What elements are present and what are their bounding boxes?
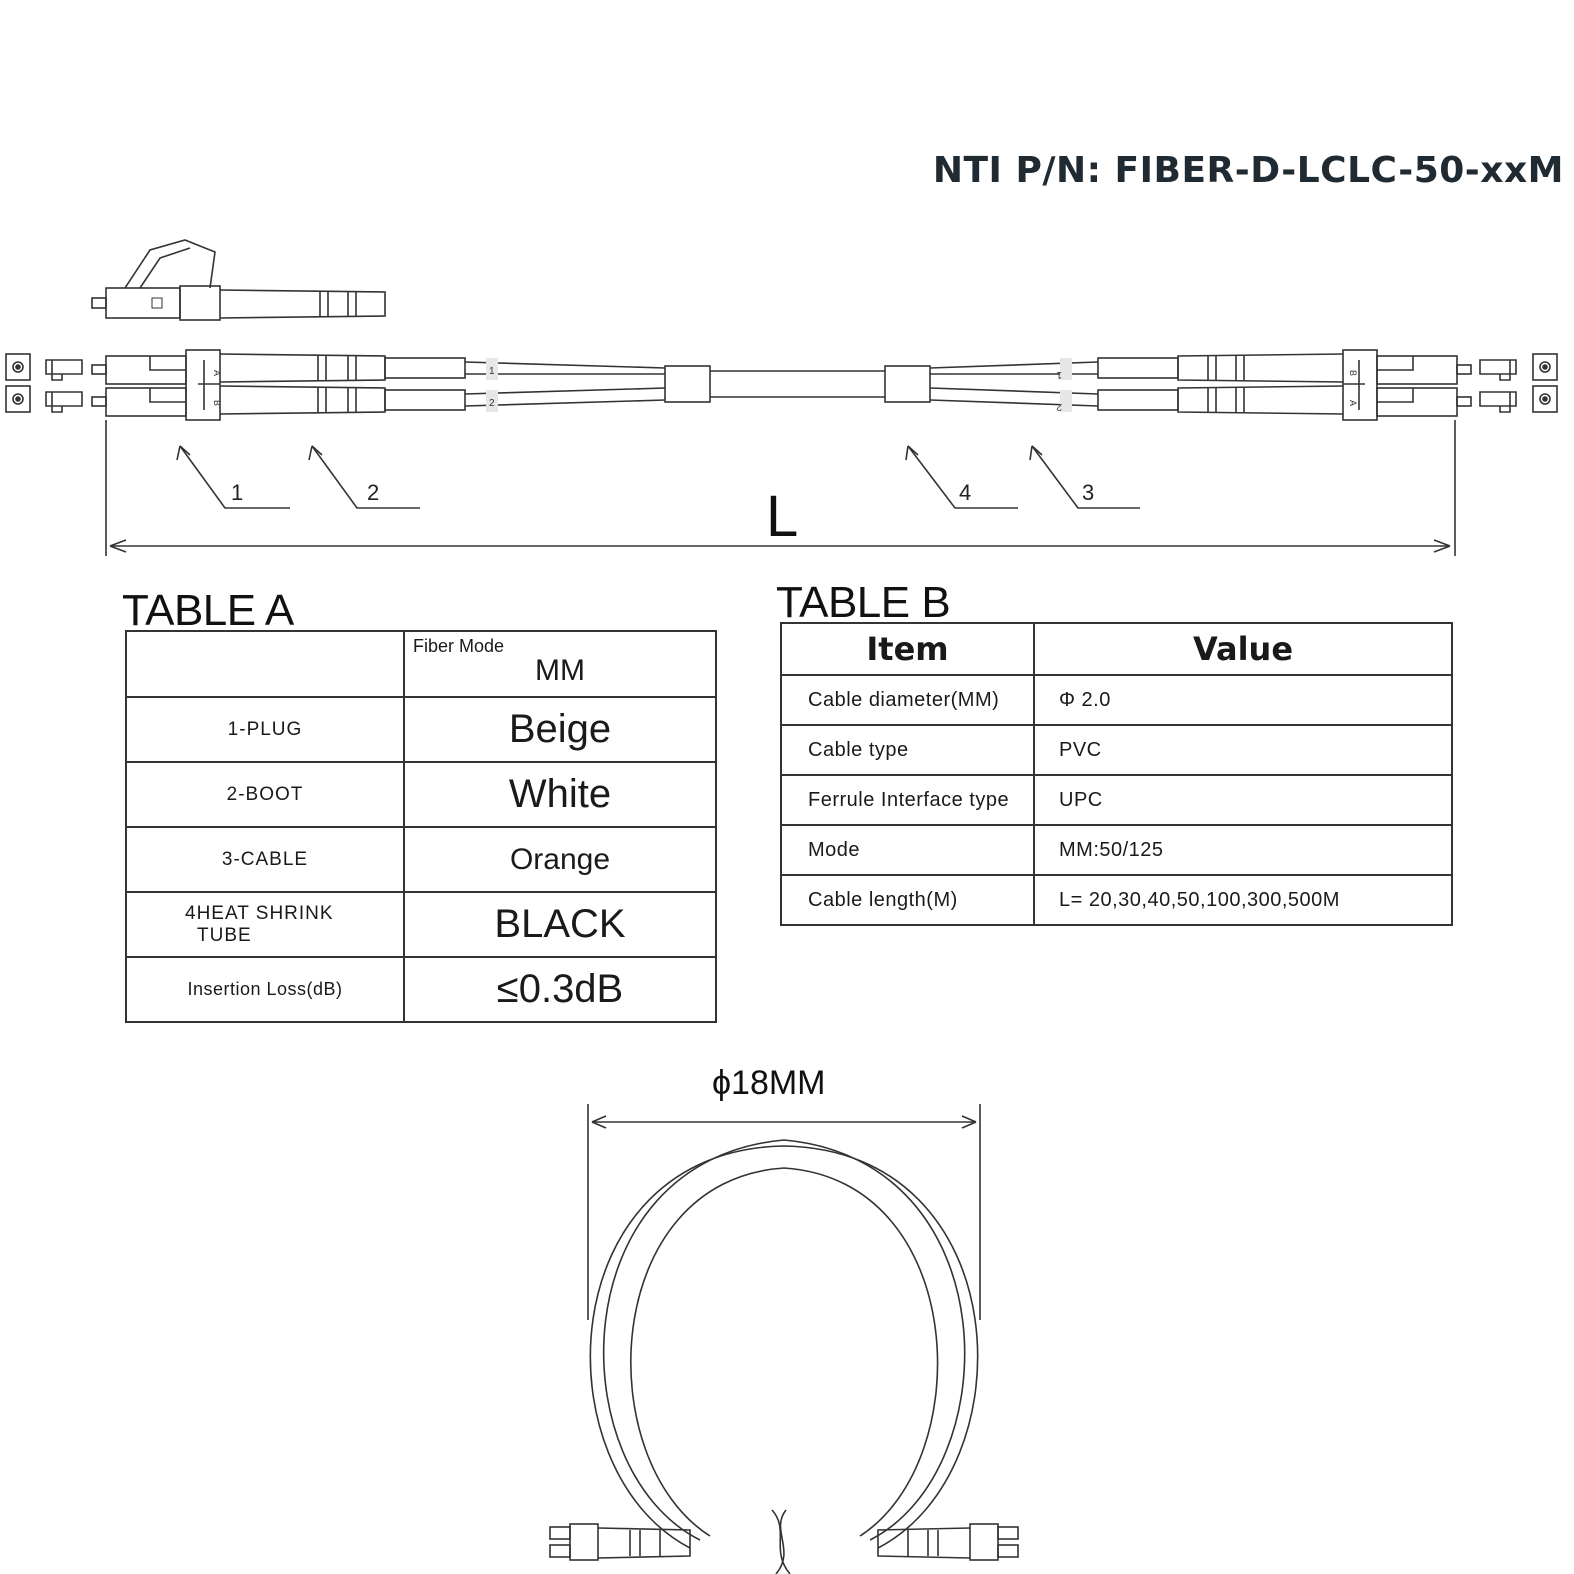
row-value: Orange	[404, 827, 716, 892]
table-row	[781, 825, 1452, 875]
row-label	[126, 892, 404, 957]
row-value: PVC	[1034, 725, 1452, 775]
row-item: Cable type	[781, 725, 1034, 775]
callout-number-3: 3	[1082, 480, 1095, 505]
row-item: Cable length(M)	[781, 875, 1034, 925]
cable-coil	[550, 1104, 1018, 1574]
cable-body	[465, 358, 1098, 412]
table-row	[126, 827, 716, 892]
left-dust-caps	[6, 354, 82, 412]
part-number: NTI P/N: FIBER-D-LCLC-50-xxM	[932, 150, 1564, 191]
table-row	[781, 775, 1452, 825]
row-item: Ferrule Interface type	[781, 775, 1034, 825]
table-b	[780, 622, 1453, 926]
row-value: White	[404, 762, 716, 827]
row-label: 3-CABLE	[126, 827, 404, 892]
table-row	[781, 675, 1452, 725]
table-a-header	[404, 631, 716, 697]
row-value: MM:50/125	[1034, 825, 1452, 875]
callout-number-1: 1	[231, 480, 244, 505]
row-value: Beige	[404, 697, 716, 762]
row-value: Φ 2.0	[1034, 675, 1452, 725]
callout-leaders	[177, 446, 1140, 508]
right-duplex-connector	[1098, 350, 1471, 420]
row-label: 2-BOOT	[126, 762, 404, 827]
single-lc-connector-side-view	[92, 240, 385, 320]
latch-label: B	[1348, 370, 1358, 377]
latch-label: B	[212, 400, 222, 407]
row-item: Mode	[781, 825, 1034, 875]
row-label-line1: 4HEAT SHRINK	[185, 902, 334, 924]
coil-diameter-label: ϕ18MM	[712, 1064, 826, 1102]
row-value: BLACK	[404, 892, 716, 957]
fiber-tag-label: 2	[489, 398, 495, 409]
row-value: L= 20,30,40,50,100,300,500M	[1034, 875, 1452, 925]
table-row	[781, 725, 1452, 775]
table-b-title: TABLE B	[776, 578, 951, 627]
column-header-item: Item	[781, 623, 1034, 675]
right-dust-caps	[1480, 354, 1557, 412]
fiber-mode-label: Fiber Mode	[413, 636, 505, 656]
row-label-line2: TUBE	[197, 924, 252, 946]
fiber-tag-label: 1	[489, 366, 495, 377]
table-row	[126, 957, 716, 1022]
fiber-mode-value: MM	[535, 654, 585, 687]
row-value: ≤0.3dB	[404, 957, 716, 1022]
latch-label: A	[212, 370, 222, 377]
row-label: 1-PLUG	[126, 697, 404, 762]
table-a	[125, 630, 717, 1023]
row-item: Cable diameter(MM)	[781, 675, 1034, 725]
table-row	[781, 875, 1452, 925]
fiber-tag-label: 1	[1056, 369, 1062, 380]
row-value: UPC	[1034, 775, 1452, 825]
table-a-corner	[126, 631, 404, 697]
length-label: L	[766, 484, 799, 549]
callout-number-2: 2	[367, 480, 380, 505]
fiber-tag-label: 2	[1056, 401, 1062, 412]
column-header-value: Value	[1034, 623, 1452, 675]
row-label: Insertion Loss(dB)	[126, 957, 404, 1022]
callout-number-4: 4	[959, 480, 972, 505]
latch-label: A	[1348, 400, 1358, 407]
left-duplex-connector	[92, 350, 465, 420]
table-row	[126, 697, 716, 762]
table-row	[126, 762, 716, 827]
table-a-title: TABLE A	[122, 586, 294, 635]
table-row	[126, 892, 716, 957]
